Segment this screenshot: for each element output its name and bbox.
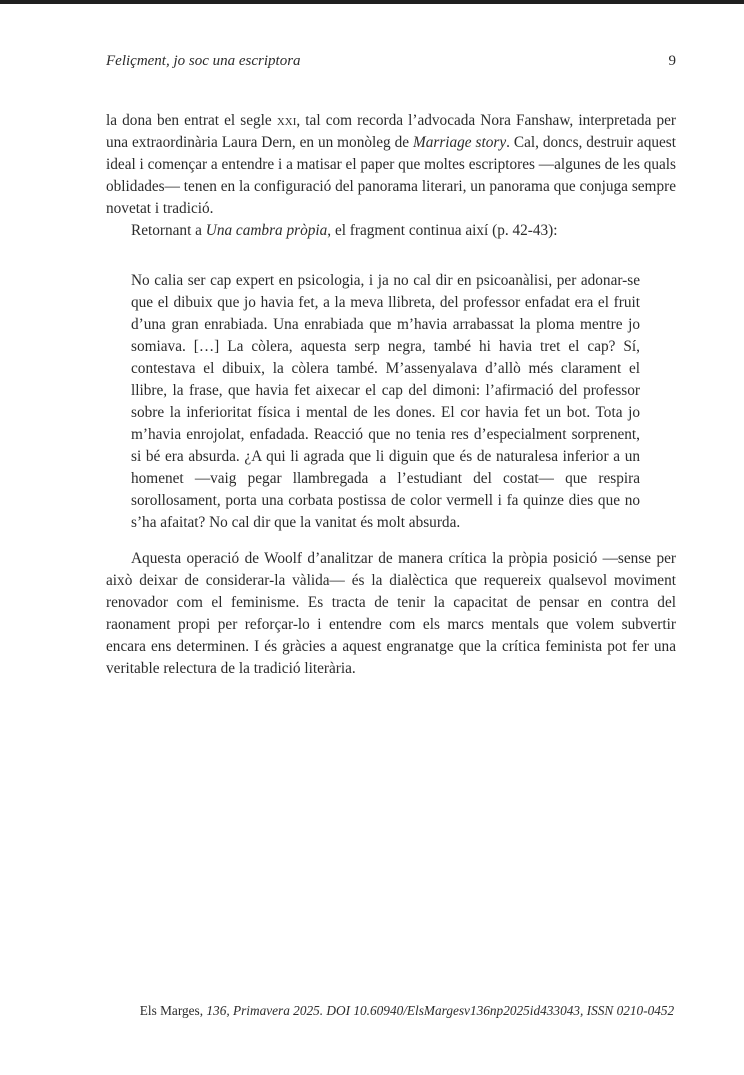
text-segment: . Cal, doncs, destruir aquest ideal i començar a entendre i a matisar el paper que moltes escriptores —algunes de les quals oblidades— tenen en la configuració del panorama literari, un panorama que conjuga sempre novetat i tradició.	[106, 134, 677, 217]
italic-title-segment: Marriage story	[412, 134, 507, 151]
journal-name: Els Marges,	[139, 1003, 207, 1018]
smallcaps-segment: xxi	[276, 112, 297, 129]
text-segment: , tal com recorda l’advocada Nora Fanshaw, interpretada per una extraordinària Laura Dern, en un monòleg de	[106, 112, 677, 151]
page-footer	[70, 1001, 744, 1021]
issue-citation: 136, Primavera 2025. DOI 10.60940/ElsMargesv136np2025id433043, ISSN 0210-0452	[206, 1003, 675, 1018]
text-segment: , el fragment continua així (p. 42-43):	[327, 222, 558, 239]
article-body	[106, 110, 676, 680]
text-segment: Retornant a	[131, 222, 206, 239]
running-title: Feliçment, jo soc una escriptora	[106, 53, 301, 69]
paragraph-1	[106, 110, 676, 220]
scan-edge-bar	[0, 0, 744, 4]
italic-title-segment: Una cambra pròpia	[205, 222, 328, 239]
page-number: 9	[668, 53, 676, 69]
running-header	[106, 51, 676, 71]
paragraph-2	[106, 220, 676, 242]
paragraph-3: Aquesta operació de Woolf d’analitzar de manera crítica la pròpia posició —sense per això deixar de considerar-la vàlida— és la dialèctica que requereix qualsevol moviment renovador com el feminisme. Es tracta de tenir la capacitat de pensar en contra del raonament propi per reforçar-lo i entendre com els marcs mentals que volem subvertir encara ens determinen. I és gràcies a aquest engranatge que la crítica feminista pot fer una veritable relectura de la tradició literària.	[106, 550, 676, 677]
block-quote: No calia ser cap expert en psicologia, i ja no cal dir en psicoanàlisi, per adonar-se que el dibuix que jo havia fet, a la meva llibreta, del professor enfadat era el fruit d’una gran enrabiada. Una enrabiada que m’havia arrabassat la ploma mentre jo somiava. […] La còlera, aquesta serp negra, també hi havia tret el cap? Sí, contestava el dibuix, la còlera també. M’assenyalava d’allò més clarament el llibre, la frase, que havia fet aixecar el cap del dimoni: l’afirmació del professor sobre la inferioritat física i mental de les dones. El cor havia fet un bot. Tota jo m’havia enrojolat, enfadada. Reacció que no tenia res d’especialment sorprenent, si bé era absurda. ¿A qui li agrada que li diguin que és de naturalesa inferior a un homenet —vaig pegar llambregada a l’estudiant del costat— que respira sorollosament, porta una corbata postissa de color vermell i fa quinze dies que no s’ha afaitat? No cal dir que la vanitat és molt absurda.	[131, 272, 640, 531]
text-segment: la dona ben entrat el segle	[106, 112, 277, 129]
